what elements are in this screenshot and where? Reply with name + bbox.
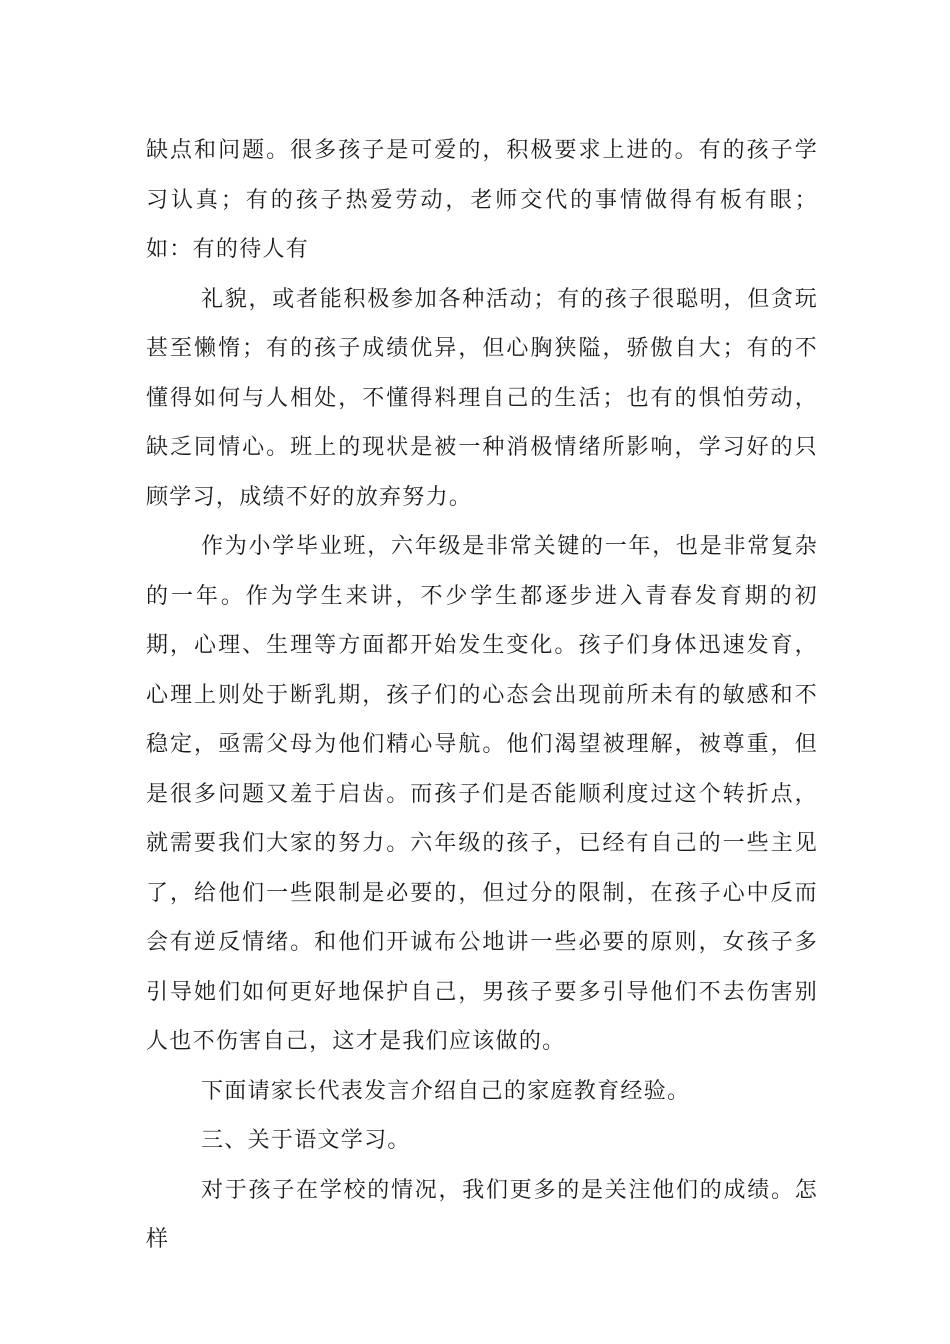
paragraph-line: 至懒惰；有的孩子成绩优异，但心胸狭隘，骄傲自大；有的不懂得 [146, 336, 818, 411]
paragraph-line: 对于孩子在学校的情况，我们更多的是关注他们的成绩。怎样 [146, 1177, 818, 1252]
paragraph-line: 理、生理等方面都开始发生变化。孩子们身体迅速发育，心理上则 [146, 633, 818, 708]
paragraph-line: 一年。作为学生来讲，不少学生都逐步进入青春发育期的初期，心 [146, 583, 818, 658]
paragraph-1 [146, 126, 818, 275]
paragraph-line: 作为小学毕业班，六年级是非常关键的一年，也是非常复杂的 [146, 534, 818, 609]
paragraph-line: 缺点和问题。很多孩子是可爱的，积极要求上进的。有的孩子学习 [146, 138, 818, 213]
paragraph-line: 礼貌，或者能积极参加各种活动；有的孩子很聪明，但贪玩甚 [146, 286, 818, 361]
paragraph-line: 我们应该做的。 [402, 1029, 566, 1054]
paragraph-4 [146, 1067, 818, 1117]
paragraph-line: 的待人有 [215, 237, 310, 262]
paragraph-line: 成绩不好的放弃努力。 [239, 484, 473, 510]
paragraph-line: 们开诚布公地讲一些必要的原则，女孩子多引导她们如何更好地保 [146, 930, 818, 1005]
paragraph-line: 认真；有的孩子热爱劳动，老师交代的事情做得有板有眼；如：有 [146, 187, 818, 262]
paragraph-line: 的努力。六年级的孩子，已经有自己的一些主见了，给他们一些限 [146, 831, 818, 906]
paragraph-line: 下面请家长代表发言介绍自己的家庭教育经验。 [201, 1078, 691, 1104]
paragraph-line: 如何与人相处，不懂得料理自己的生活；也有的惧怕劳动，缺乏同 [146, 385, 818, 460]
paragraph-line: 父母为他们精心导航。他们渴望被理解，被尊重，但是很多问题又 [146, 732, 818, 807]
paragraph-6 [146, 1166, 818, 1265]
paragraph-3 [146, 522, 818, 1067]
paragraph-line: 情心。班上的现状是被一种消极情绪所影响，学习好的只顾学习， [146, 435, 818, 510]
paragraph-line: 处于断乳期，孩子们的心态会出现前所未有的敏感和不稳定，亟需 [146, 682, 819, 757]
paragraph-line: 护自己，男孩子要多引导他们不去伤害别人也不伤害自己，这才是 [146, 979, 818, 1054]
paragraph-line: 羞于启齿。而孩子们是否能顺利度过这个转折点，就需要我们大家 [146, 781, 818, 856]
paragraph-line: 三、关于语文学习。 [201, 1128, 411, 1153]
paragraph-line: 制是必要的，但过分的限制，在孩子心中反而会有逆反情绪。和他 [146, 880, 818, 955]
paragraph-2 [146, 275, 818, 523]
section-heading [146, 1116, 818, 1166]
document-body [146, 126, 818, 1265]
